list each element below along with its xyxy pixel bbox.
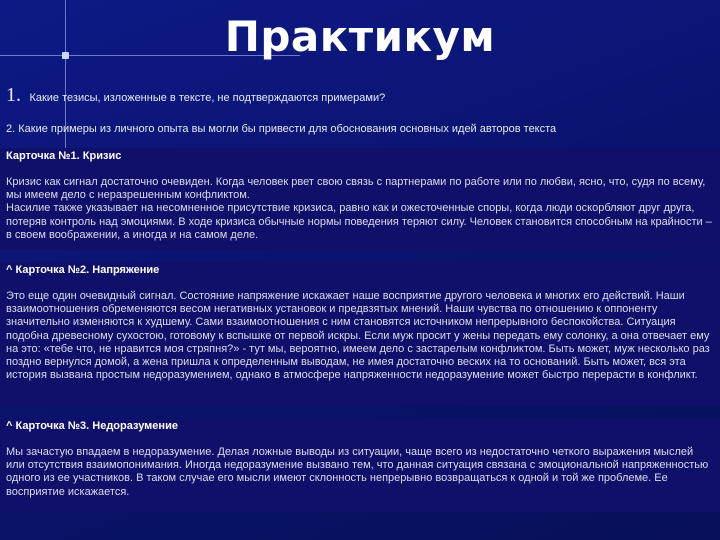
card-tension-header: ^ Карточка №2. Напряжение [6,264,160,276]
question-1 [6,84,385,107]
question-1-number: 1. [6,84,21,106]
card-tension-body [0,290,720,382]
card-misunderstanding-body [0,446,720,499]
question-2: 2. Какие примеры из личного опыта вы могли бы привести для обоснования основных идей авторов текста [6,123,557,135]
slide-title: Практикум [224,12,496,61]
card-crisis-paragraph: Кризис как сигнал достаточно очевиден. Когда человек рвет свою связь с партнерами по работе или по любви, ясно, что, судя по всему, мы имеем дело с неразрешенным конфликтом. [6,176,706,202]
card-misunderstanding [0,418,720,512]
question-1-text: Какие тезисы, изложенные в тексте, не подтверждаются примерами? [29,92,386,104]
card-crisis [0,148,720,250]
card-crisis-body [0,174,720,242]
card-misunderstanding-header: ^ Карточка №3. Недоразумение [6,420,178,432]
card-crisis-paragraph: Насилие также указывает на несомненное присутствие кризиса, равно как и ожесточенные споры, когда люди оскорбляют друг друга, потеряв контроль над эмоциями. В ходе кризиса обычные нормы поведения теряют силу. Человек становится способным на крайности – в своем воображении, а иногда и на самом деле. [6,202,712,241]
card-tension-paragraph: Это еще один очевидный сигнал. Состояние напряжение искажает наше восприятие другого человека и многих его действий. Наши взаимоотношения обременяются весом негативных установок и предвзятых мнений. Наши чувства по отношению к оппоненту значительно изменяются к худшему. Сами взаимоотношения с ним становятся источником непрерывного беспокойства. Ситуация подобна древесному сухостою, готовому к вспышке от первой искры. Если муж просит у жены передать ему солонку, а она отвечает ему на это: «тебе что, не нравится моя стряпня?» - тут мы, вероятно, имеем дело с застарелым конфликтом. Быть может, муж несколько раз поздно вернулся домой, а жена пришла к определенным выводам, не имея достаточно веских на то оснований. Быть может, вся эта история вызвана простым недоразумением, однако в атмосфере напряженности недоразумение может быстро перерасти в конфликт. [6,290,710,382]
card-misunderstanding-paragraph: Мы зачастую впадаем в недоразумение. Делая ложные выводы из ситуации, чаще всего из недостаточно четкого выражения мыслей или отсутствия взаимопонимания. Иногда недоразумение вызвано тем, что данная ситуация связана с эмоциональной напряженностью одного из ее участников. В таком случае его мысли имеют склонность непрерывно возвращаться к одной и той же проблеме. Ее восприятие искажается. [6,446,709,498]
card-crisis-header: Карточка №1. Кризис [6,150,122,162]
card-tension [0,262,720,406]
